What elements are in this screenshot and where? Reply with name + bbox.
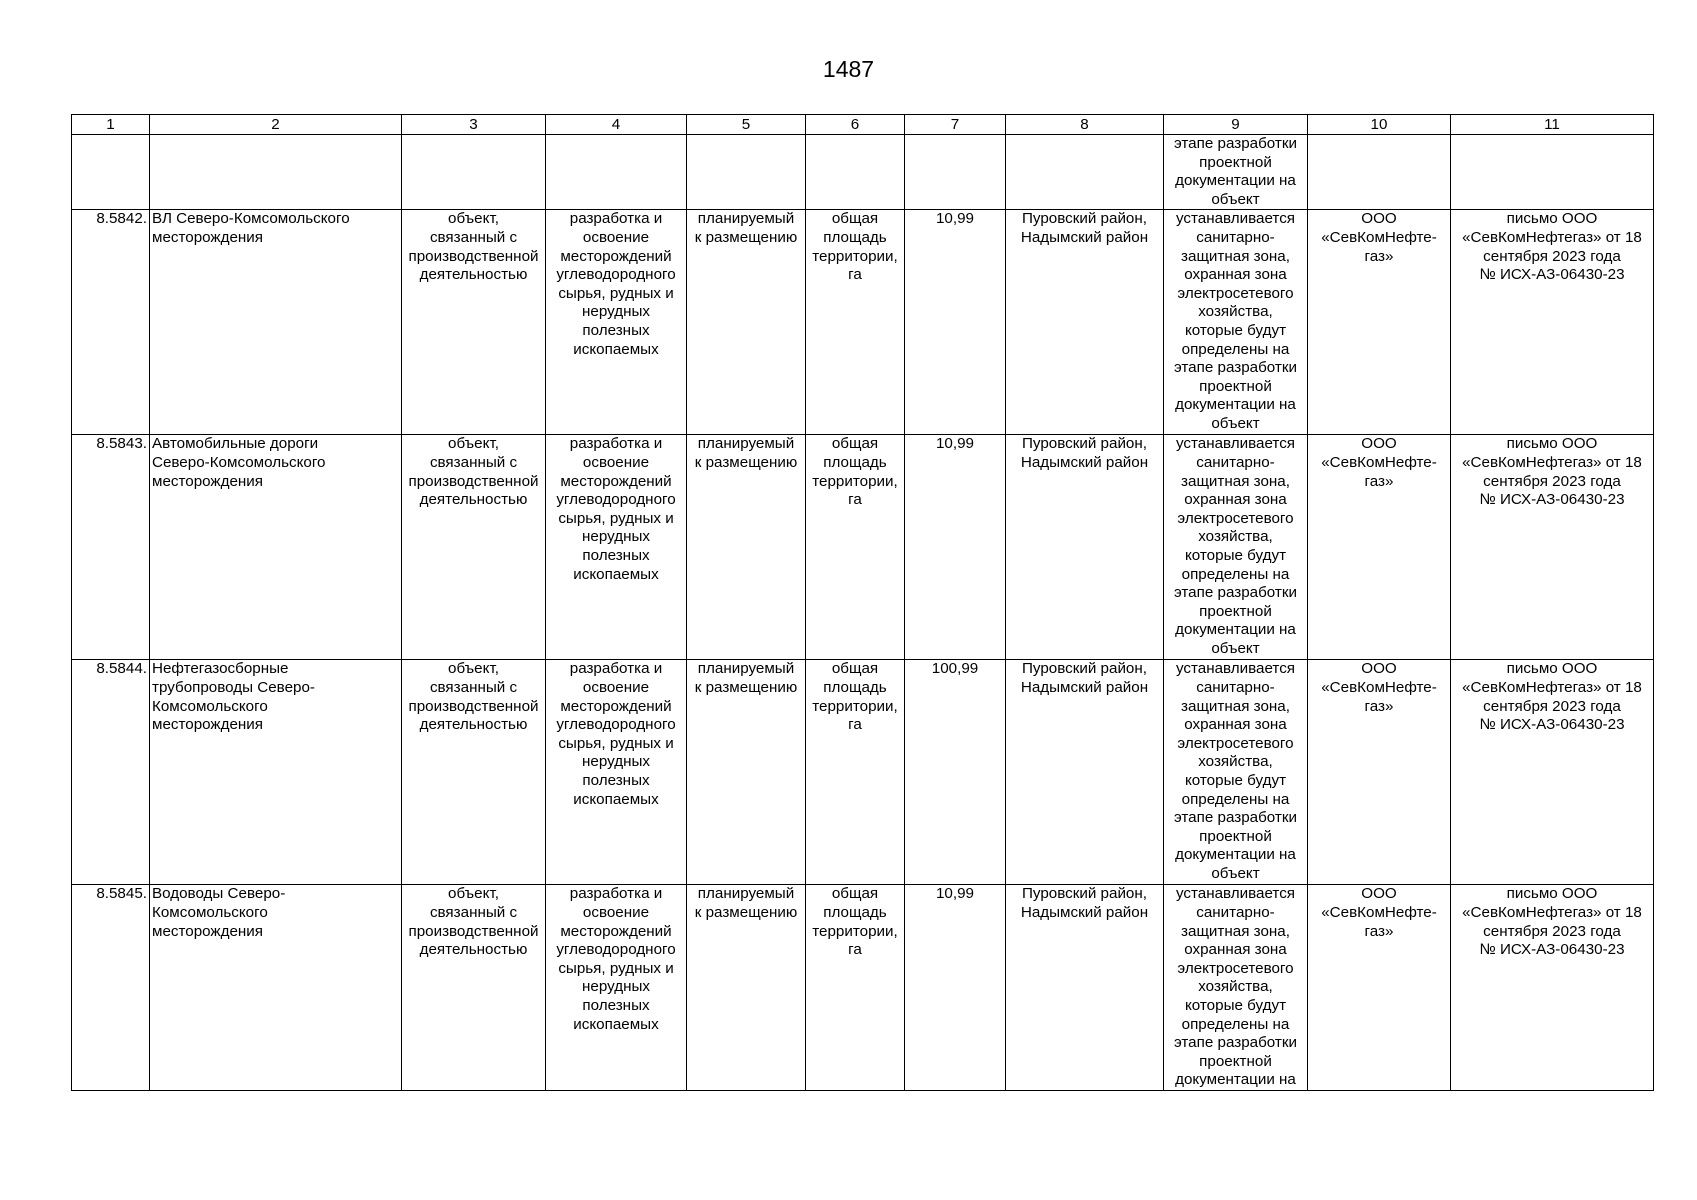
object-type-cell bbox=[402, 885, 546, 1091]
purpose-cell bbox=[546, 660, 687, 885]
zones: устанавливается санитарно- защитная зона, охранная зона электросетевого хозяйства, которые будут определены на этапе разработки проектной документации на объект bbox=[1173, 210, 1297, 432]
characteristic-cell bbox=[806, 885, 905, 1091]
location-cell bbox=[1006, 885, 1164, 1091]
column-header-3: 3 bbox=[402, 115, 546, 135]
zones: устанавливается санитарно- защитная зона, охранная зона электросетевого хозяйства, которые будут определены на этапе разработки проектной документации на объект bbox=[1173, 660, 1297, 882]
object-type: объект, связанный с производственной деятельностью bbox=[408, 435, 539, 509]
initiator: ООО «СевКомНефте- газ» bbox=[1321, 660, 1437, 715]
object-name-cell bbox=[150, 660, 402, 885]
zones: устанавливается санитарно- защитная зона, охранная зона электросетевого хозяйства, которые будут определены на этапе разработки проектной документации на объект bbox=[1173, 435, 1297, 657]
basis: письмо ООО «СевКомНефтегаз» от 18 сентября 2023 года № ИСХ-АЗ-06430-23 bbox=[1462, 660, 1642, 734]
row-number: 8.5843. bbox=[96, 435, 147, 453]
characteristic-cell bbox=[806, 210, 905, 435]
initiator-cell bbox=[1308, 885, 1451, 1091]
object-type-cell bbox=[402, 660, 546, 885]
object-type-cell bbox=[402, 435, 546, 660]
characteristic-cell bbox=[806, 435, 905, 660]
continuation-row bbox=[72, 135, 1654, 210]
column-header-5: 5 bbox=[687, 115, 806, 135]
continuation-zones-text: этапе разработки проектной документации на объект bbox=[1173, 135, 1297, 208]
zones-cell bbox=[1164, 885, 1308, 1091]
empty-cell bbox=[72, 135, 150, 210]
object-name-cell bbox=[150, 885, 402, 1091]
empty-cell bbox=[402, 135, 546, 210]
basis: письмо ООО «СевКомНефтегаз» от 18 сентября 2023 года № ИСХ-АЗ-06430-23 bbox=[1462, 885, 1642, 959]
table-row bbox=[72, 210, 1654, 435]
initiator: ООО «СевКомНефте- газ» bbox=[1321, 885, 1437, 940]
characteristic-cell bbox=[806, 660, 905, 885]
value: 10,99 bbox=[935, 435, 974, 453]
row-number: 8.5845. bbox=[96, 885, 147, 903]
status-cell bbox=[687, 435, 806, 660]
empty-cell bbox=[150, 135, 402, 210]
object-type-cell bbox=[402, 210, 546, 435]
column-header-10: 10 bbox=[1308, 115, 1451, 135]
object-name-cell bbox=[150, 210, 402, 435]
object-type: объект, связанный с производственной деятельностью bbox=[408, 210, 539, 284]
characteristic: общая площадь территории, га bbox=[812, 885, 898, 959]
zones-cell bbox=[1164, 660, 1308, 885]
value: 10,99 bbox=[935, 210, 974, 228]
characteristic: общая площадь территории, га bbox=[812, 435, 898, 509]
status-cell bbox=[687, 210, 806, 435]
column-header-4: 4 bbox=[546, 115, 687, 135]
purpose-cell bbox=[546, 210, 687, 435]
location: Пуровский район, Надымский район bbox=[1020, 885, 1149, 921]
empty-cell bbox=[1006, 135, 1164, 210]
initiator-cell bbox=[1308, 660, 1451, 885]
status: планируемый к размещению bbox=[694, 210, 798, 246]
value-cell bbox=[905, 210, 1006, 435]
empty-cell bbox=[546, 135, 687, 210]
object-name: Автомобильные дороги Северо-Комсомольского месторождения bbox=[152, 435, 326, 490]
column-header-7: 7 bbox=[905, 115, 1006, 135]
purpose-cell bbox=[546, 885, 687, 1091]
purpose: разработка и освоение месторождений углеводородного сырья, рудных и нерудных полезных ископаемых bbox=[556, 660, 676, 808]
basis: письмо ООО «СевКомНефтегаз» от 18 сентября 2023 года № ИСХ-АЗ-06430-23 bbox=[1462, 210, 1642, 284]
basis: письмо ООО «СевКомНефтегаз» от 18 сентября 2023 года № ИСХ-АЗ-06430-23 bbox=[1462, 435, 1642, 509]
location-cell bbox=[1006, 435, 1164, 660]
value: 10,99 bbox=[935, 885, 974, 903]
object-name: Нефтегазосборные трубопроводы Северо- Комсомольского месторождения bbox=[152, 660, 315, 734]
value: 100,99 bbox=[931, 660, 979, 678]
location-cell bbox=[1006, 660, 1164, 885]
empty-cell bbox=[905, 135, 1006, 210]
initiator-cell bbox=[1308, 210, 1451, 435]
value-cell bbox=[905, 885, 1006, 1091]
table-row bbox=[72, 435, 1654, 660]
column-header-11: 11 bbox=[1451, 115, 1654, 135]
zones: устанавливается санитарно- защитная зона, охранная зона электросетевого хозяйства, которые будут определены на этапе разработки проектной документации на bbox=[1173, 885, 1297, 1089]
object-name-cell bbox=[150, 435, 402, 660]
purpose: разработка и освоение месторождений углеводородного сырья, рудных и нерудных полезных ископаемых bbox=[556, 435, 676, 583]
characteristic: общая площадь территории, га bbox=[812, 210, 898, 284]
value-cell bbox=[905, 435, 1006, 660]
row-number-cell bbox=[72, 660, 150, 885]
empty-cell bbox=[1308, 135, 1451, 210]
row-number-cell bbox=[72, 435, 150, 660]
location: Пуровский район, Надымский район bbox=[1020, 660, 1149, 696]
characteristic: общая площадь территории, га bbox=[812, 660, 898, 734]
purpose: разработка и освоение месторождений углеводородного сырья, рудных и нерудных полезных ископаемых bbox=[556, 210, 676, 358]
table-row bbox=[72, 660, 1654, 885]
value-cell bbox=[905, 660, 1006, 885]
column-header-9: 9 bbox=[1164, 115, 1308, 135]
empty-cell bbox=[1451, 135, 1654, 210]
table-header bbox=[72, 115, 1654, 135]
empty-cell bbox=[806, 135, 905, 210]
row-number-cell bbox=[72, 885, 150, 1091]
status: планируемый к размещению bbox=[694, 435, 798, 471]
basis-cell bbox=[1451, 210, 1654, 435]
zones-cell bbox=[1164, 210, 1308, 435]
initiator: ООО «СевКомНефте- газ» bbox=[1321, 210, 1437, 265]
column-header-6: 6 bbox=[806, 115, 905, 135]
object-type: объект, связанный с производственной деятельностью bbox=[408, 660, 539, 734]
location: Пуровский район, Надымский район bbox=[1020, 435, 1149, 471]
page-number: 1487 bbox=[822, 56, 875, 82]
object-name: ВЛ Северо-Комсомольского месторождения bbox=[152, 210, 350, 246]
status-cell bbox=[687, 885, 806, 1091]
basis-cell bbox=[1451, 660, 1654, 885]
location: Пуровский район, Надымский район bbox=[1020, 210, 1149, 246]
basis-cell bbox=[1451, 435, 1654, 660]
status: планируемый к размещению bbox=[694, 885, 798, 921]
header-row bbox=[72, 115, 1654, 135]
object-type: объект, связанный с производственной деятельностью bbox=[408, 885, 539, 959]
empty-cell bbox=[687, 135, 806, 210]
object-name: Водоводы Северо- Комсомольского месторождения bbox=[152, 885, 286, 940]
purpose-cell bbox=[546, 435, 687, 660]
status-cell bbox=[687, 660, 806, 885]
column-header-2: 2 bbox=[150, 115, 402, 135]
column-header-8: 8 bbox=[1006, 115, 1164, 135]
column-header-1: 1 bbox=[72, 115, 150, 135]
zones-cell bbox=[1164, 435, 1308, 660]
basis-cell bbox=[1451, 885, 1654, 1091]
initiator: ООО «СевКомНефте- газ» bbox=[1321, 435, 1437, 490]
row-number-cell bbox=[72, 210, 150, 435]
location-cell bbox=[1006, 210, 1164, 435]
continuation-zones-cell bbox=[1164, 135, 1308, 210]
row-number: 8.5844. bbox=[96, 660, 147, 678]
purpose: разработка и освоение месторождений углеводородного сырья, рудных и нерудных полезных ископаемых bbox=[556, 885, 676, 1033]
table-row bbox=[72, 885, 1654, 1091]
registry-table bbox=[71, 114, 1654, 1091]
status: планируемый к размещению bbox=[694, 660, 798, 696]
initiator-cell bbox=[1308, 435, 1451, 660]
row-number: 8.5842. bbox=[96, 210, 147, 228]
